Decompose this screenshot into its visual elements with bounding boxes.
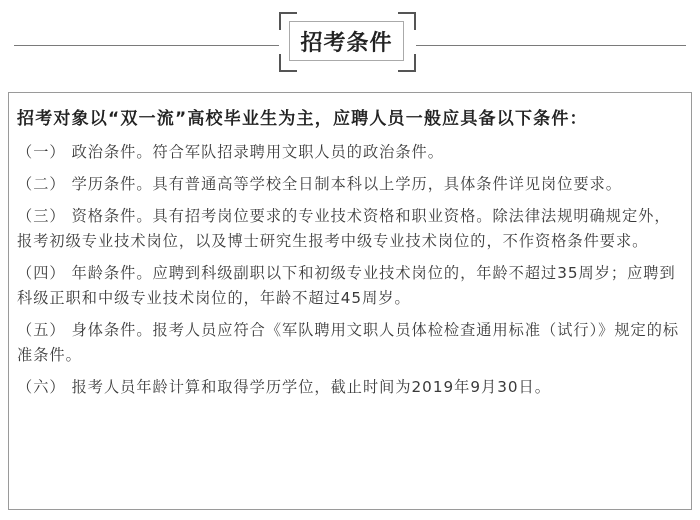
item-number: （四）: [17, 264, 66, 282]
condition-item-health: [17, 318, 681, 368]
item-text: 年龄条件。应聘到科级副职以下和初级专业技术岗位的，年龄不超过35周岁；应聘到科级正职和中级专业技术岗位的，年龄不超过45周岁。: [17, 264, 676, 307]
item-number: （一）: [17, 143, 66, 161]
intro-text: 招考对象以“双一流”高校毕业生为主，应聘人员一般应具备以下条件：: [17, 109, 588, 129]
condition-item-deadline: [17, 375, 681, 400]
item-number: （二）: [17, 175, 66, 193]
item-text: 政治条件。符合军队招录聘用文职人员的政治条件。: [71, 143, 444, 161]
header-divider-right: [416, 45, 686, 46]
title-frame: [279, 12, 416, 72]
condition-item-political: [17, 140, 681, 165]
header-divider-left: [14, 45, 279, 46]
item-number: （五）: [17, 321, 66, 339]
item-number: （六）: [17, 378, 66, 396]
item-text: 身体条件。报考人员应符合《军队聘用文职人员体检检查通用标准（试行）》规定的标准条件。: [17, 321, 680, 364]
section-header: [0, 0, 700, 90]
item-text: 学历条件。具有普通高等学校全日制本科以上学历，具体条件详见岗位要求。: [71, 175, 622, 193]
item-text: 报考人员年龄计算和取得学历学位，截止时间为2019年9月30日。: [71, 378, 551, 396]
conditions-box: [8, 92, 692, 510]
section-title: 招考条件: [289, 21, 404, 61]
condition-item-qualification: [17, 204, 681, 254]
item-number: （三）: [17, 207, 66, 225]
condition-item-education: [17, 172, 681, 197]
condition-item-age: [17, 261, 681, 311]
item-text: 资格条件。具有招考岗位要求的专业技术资格和职业资格。除法律法规明确规定外，报考初级专业技术岗位，以及博士研究生报考中级专业技术岗位的，不作资格条件要求。: [17, 207, 671, 250]
